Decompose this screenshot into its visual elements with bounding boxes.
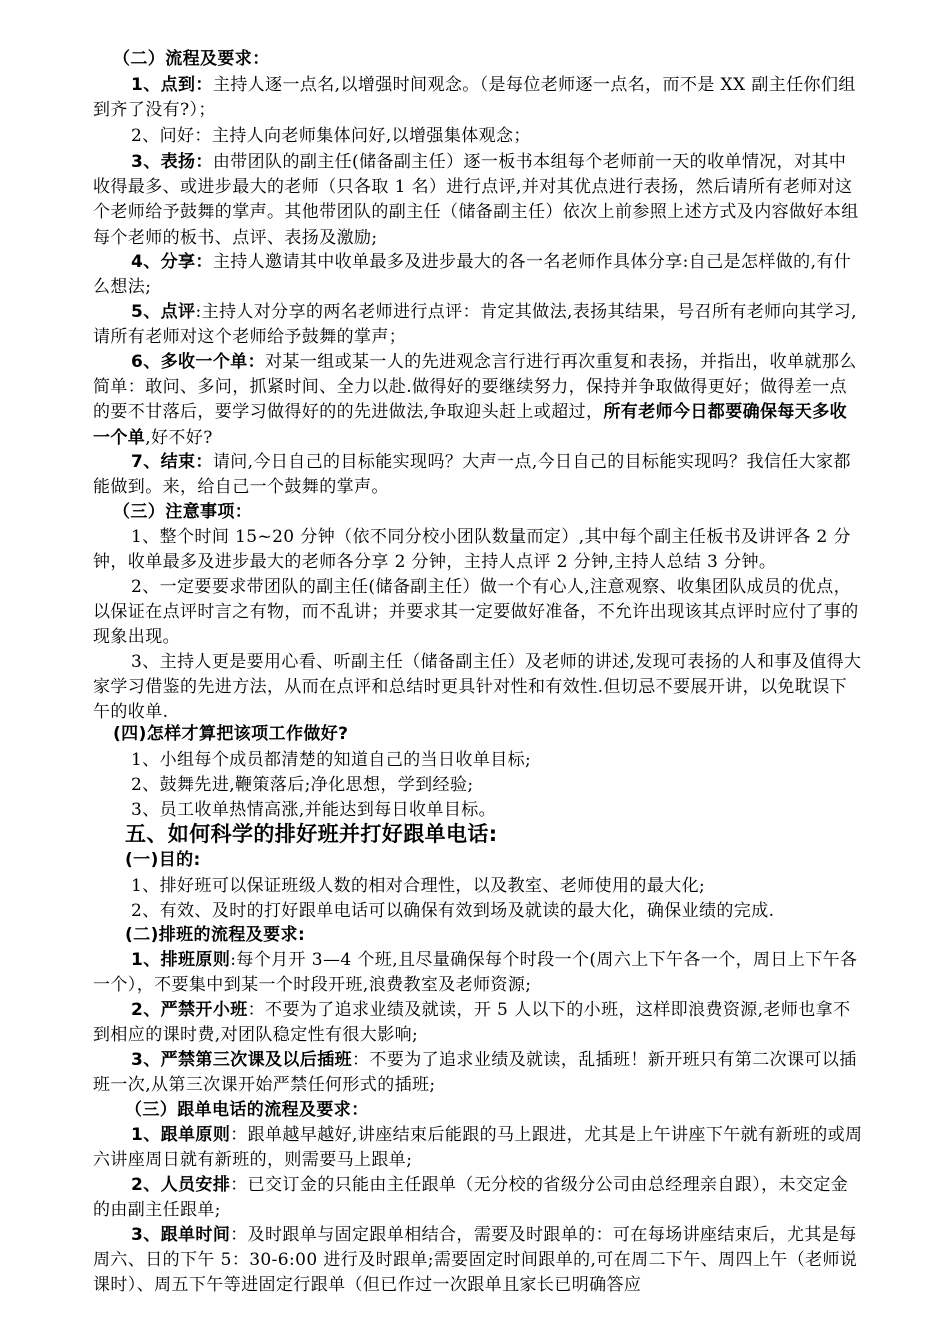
paragraph-label: 2、人员安排 bbox=[131, 1175, 231, 1195]
paragraph bbox=[93, 1123, 863, 1173]
paragraph-label: 3、严禁第三次课及以后插班 bbox=[131, 1050, 353, 1070]
paragraph-label: 2、严禁开小班 bbox=[131, 1000, 248, 1020]
paragraph-text: ：跟单越早越好,讲座结束后能跟的马上跟进，尤其是上午讲座下午就有新班的或周六讲座周日就有新班的，则需要马上跟单; bbox=[93, 1125, 863, 1171]
paragraph-label: 3、跟单时间 bbox=[131, 1225, 231, 1245]
paragraph bbox=[93, 350, 863, 451]
paragraph-text: ：不要为了追求业绩及就读，开 5 人以下的小班，这样即浪费资源,老师也拿不到相应的课时费,对团队稳定性有很大影响; bbox=[93, 1000, 851, 1046]
paragraph bbox=[93, 250, 863, 300]
paragraph: 2、问好：主持人向老师集体问好,以增强集体观念； bbox=[131, 126, 531, 146]
section-heading: （二）流程及要求： bbox=[113, 49, 270, 69]
paragraph bbox=[93, 998, 863, 1048]
paragraph: 2、鼓舞先进,鞭策落后;净化思想，学到经验; bbox=[131, 775, 474, 795]
paragraph-text: :每个月开 3—4 个班,且尽量确保每个时段一个(周六上下午各一个，周日上下午各一个），不要集中到某一个时段开班,浪费教室及老师资源; bbox=[93, 950, 858, 996]
paragraph bbox=[93, 948, 863, 998]
section-heading: （三）注意事项： bbox=[113, 502, 253, 522]
paragraph bbox=[93, 1173, 863, 1223]
paragraph bbox=[93, 150, 863, 251]
paragraph-label: 1、跟单原则 bbox=[131, 1125, 231, 1145]
paragraph-text: 对某一组或某一人的先进观念言行进行再次重复和表扬，并指出，收单就那么简单：敢问、多问，抓紧时间、全力以赴.做得好的要继续努力，保持并争取做得更好；做得差一点的要不甘落后，要学习做得好的的先进做法,争取迎头赶上或超过， bbox=[93, 352, 857, 423]
paragraph-text: :主持人对分享的两名老师进行点评：肯定其做法,表扬其结果，号召所有老师向其学习,请所有老师对这个老师给予鼓舞的掌声； bbox=[93, 302, 857, 348]
paragraph-label: 5、点评 bbox=[131, 302, 196, 322]
paragraph-text: 主持人邀请其中收单最多及进步最大的各一名老师作具体分享:自己是怎样做的,有什么想法; bbox=[93, 252, 852, 298]
section-heading: (四)怎样才算把该项工作做好? bbox=[113, 724, 349, 744]
paragraph bbox=[93, 1223, 863, 1299]
paragraph-text: ：不要为了追求业绩及就读，乱插班！新开班只有第二次课可以插班一次,从第三次课开始严禁任何形式的插班; bbox=[93, 1050, 857, 1096]
paragraph-label: 1、排班原则 bbox=[131, 950, 231, 970]
paragraph: 2、有效、及时的打好跟单电话可以确保有效到场及就读的最大化，确保业绩的完成. bbox=[131, 901, 775, 921]
paragraph-text: ,好不好? bbox=[145, 427, 213, 448]
chapter-heading: 五、如何科学的排好班并打好跟单电话: bbox=[125, 822, 498, 846]
paragraph-label: 1、点到： bbox=[131, 75, 213, 95]
paragraph-label: 7、结束： bbox=[131, 452, 213, 472]
paragraph bbox=[93, 73, 863, 123]
paragraph-label: 4、分享： bbox=[131, 252, 213, 272]
paragraph bbox=[93, 1048, 863, 1098]
paragraph-text: 由带团队的副主任(储备副主任）逐一板书本组每个老师前一天的收单情况，对其中收得最多、或进步最大的老师（只各取 1 名）进行点评,并对其优点进行表扬，然后请所有老师对这个老师给予鼓舞的掌声。其他带团队的副主任（储备副主任）依次上前参照上述方式及内容做好本组每个老师的板书、点评、表扬及激励; bbox=[93, 152, 859, 248]
paragraph bbox=[93, 300, 863, 350]
paragraph: 1、整个时间 15~20 分钟（依不同分校小团队数量而定）,其中每个副主任板书及讲评各 2 分钟，收单最多及进步最大的老师各分享 2 分钟，主持人点评 2 分钟,主持人总结 3 分钟。 bbox=[93, 527, 851, 573]
paragraph: 3、员工收单热情高涨,并能达到每日收单目标。 bbox=[131, 800, 497, 820]
paragraph: 1、小组每个成员都清楚的知道自己的当日收单目标; bbox=[131, 750, 532, 770]
section-heading: (一)目的: bbox=[125, 850, 201, 870]
section-heading: (二)排班的流程及要求: bbox=[125, 925, 306, 945]
paragraph-text: ：已交订金的只能由主任跟单（无分校的省级分公司由总经理亲自跟），未交定金的由副主任跟单; bbox=[93, 1175, 849, 1221]
section-heading: （三）跟单电话的流程及要求： bbox=[125, 1100, 369, 1120]
paragraph bbox=[93, 450, 863, 500]
paragraph-text: 主持人逐一点名,以增强时间观念。（是每位老师逐一点名，而不是 XX 副主任你们组到齐了没有?）； bbox=[93, 75, 856, 121]
paragraph: 3、主持人更是要用心看、听副主任（储备副主任）及老师的讲述,发现可表扬的人和事及值得大家学习借鉴的先进方法，从而在点评和总结时更具针对性和有效性.但切忌不要展开讲，以免耽误下午的收单. bbox=[93, 652, 862, 723]
paragraph-label: 3、表扬： bbox=[131, 152, 213, 172]
emphasis-text: 所有老师今日都要确保每天多收一个单 bbox=[93, 402, 848, 448]
paragraph: 2、一定要要求带团队的副主任(储备副主任）做一个有心人,注意观察、收集团队成员的优点，以保证在点评时言之有物，而不乱讲；并要求其一定要做好准备，不允许出现该其点评时应付了事的现象出现。 bbox=[93, 577, 859, 648]
paragraph-text: 请问,今日自己的目标能实现吗？大声一点,今日自己的目标能实现吗？我信任大家都能做到。来，给自己一个鼓舞的掌声。 bbox=[93, 452, 851, 498]
paragraph-label: 6、多收一个单： bbox=[131, 352, 266, 372]
paragraph: 1、排好班可以保证班级人数的相对合理性，以及教室、老师使用的最大化; bbox=[131, 876, 706, 896]
paragraph-text: ：及时跟单与固定跟单相结合，需要及时跟单的：可在每场讲座结束后，尤其是每周六、日的下午 5：30-6:00 进行及时跟单;需要固定时间跟单的,可在周二下午、周四上午（老师说课时）、周五下午等进固定行跟单（但已作过一次跟单且家长已明确答应 bbox=[93, 1225, 858, 1296]
